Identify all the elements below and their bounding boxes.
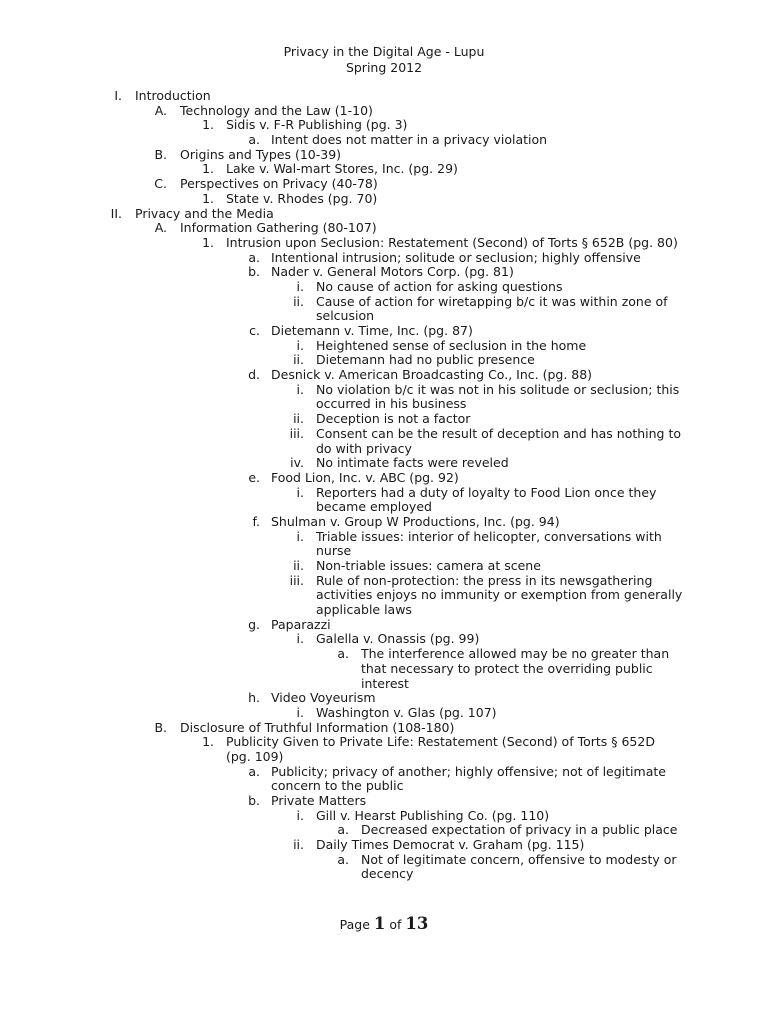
outline-text: applicable laws: [316, 602, 412, 618]
outline-item: [0, 618, 768, 633]
outline-text: Triable issues: interior of helicopter, conversations with: [316, 528, 662, 544]
outline-item: [0, 456, 768, 471]
outline-marker: i.: [296, 528, 304, 544]
outline-text: concern to the public: [271, 778, 404, 794]
outline-item: [0, 397, 768, 412]
outline-marker: i.: [296, 484, 304, 500]
outline-text: Desnick v. American Broadcasting Co., Inc. (pg. 88): [271, 367, 593, 383]
outline-text: The interference allowed may be no greater than: [361, 646, 670, 662]
outline-text: Disclosure of Truthful Information (108-180): [180, 719, 455, 735]
outline-marker: d.: [248, 367, 260, 383]
outline-text: Dietemann v. Time, Inc. (pg. 87): [271, 323, 473, 338]
outline-item: [0, 295, 768, 310]
outline-marker: A.: [154, 220, 167, 236]
outline-marker: II.: [110, 205, 122, 221]
outline-item: [0, 118, 768, 133]
document-title: Privacy in the Digital Age - Lupu: [283, 44, 485, 59]
outline-marker: a.: [337, 646, 349, 662]
outline-text: Nader v. General Motors Corp. (pg. 81): [271, 264, 514, 280]
outline-text: No cause of action for asking questions: [316, 278, 563, 294]
page-number: 1: [373, 914, 386, 933]
document-subtitle: Spring 2012: [345, 60, 423, 75]
outline-marker: ii.: [293, 411, 304, 427]
outline-text: Consent can be the result of deception and has nothing to: [316, 425, 682, 441]
outline-marker: i.: [296, 381, 304, 397]
outline-text: Gill v. Hearst Publishing Co. (pg. 110): [316, 807, 550, 823]
outline-text: Food Lion, Inc. v. ABC (pg. 92): [271, 469, 459, 485]
outline-text: Publicity Given to Private Life: Restatement (Second) of Torts § 652D: [226, 734, 655, 750]
outline-text: Washington v. Glas (pg. 107): [316, 704, 497, 720]
outline-item: [0, 280, 768, 295]
outline-marker: a.: [248, 249, 260, 265]
outline-item: [0, 853, 768, 868]
outline-marker: iii.: [289, 572, 304, 588]
outline-text: do with privacy: [316, 440, 412, 456]
outline-item: [0, 515, 768, 530]
outline-text: decency: [361, 866, 414, 882]
outline-item: [0, 251, 768, 266]
outline-item: [0, 486, 768, 501]
outline-item: [0, 383, 768, 398]
outline-text: Video Voyeurism: [271, 690, 376, 706]
outline-text: Intrusion upon Seclusion: Restatement (Second) of Torts § 652B (pg. 80): [226, 234, 678, 250]
outline-text: Cause of action for wiretapping b/c it was within zone of: [316, 293, 668, 309]
outline-text: Intent does not matter in a privacy violation: [271, 132, 548, 148]
outline-marker: ii.: [293, 352, 304, 368]
outline-text: selcusion: [316, 308, 375, 324]
outline-marker: i.: [296, 807, 304, 823]
outline-marker: a.: [248, 763, 260, 779]
outline-item: [0, 603, 768, 618]
outline-text: Heightened sense of seclusion in the home: [316, 337, 587, 353]
outline-text: Information Gathering (80-107): [180, 220, 377, 236]
of-label: of: [389, 917, 402, 932]
outline-text: nurse: [316, 543, 352, 559]
outline-marker: i.: [296, 631, 304, 647]
outline-text: interest: [361, 675, 409, 691]
outline-marker: h.: [248, 690, 260, 706]
page-label: Page: [339, 917, 370, 932]
outline-marker: 1.: [202, 190, 214, 206]
outline-item: [0, 353, 768, 368]
outline-marker: 1.: [202, 117, 214, 133]
outline-marker: iii.: [289, 425, 304, 441]
outline-item: [0, 221, 768, 236]
outline-text: activities enjoys no immunity or exemption from generally: [316, 587, 683, 603]
outline-item: [0, 442, 768, 457]
outline-marker: B.: [154, 719, 167, 735]
outline-text: Privacy and the Media: [135, 205, 274, 221]
outline-marker: 1.: [202, 161, 214, 177]
outline-item: [0, 721, 768, 736]
outline-item: [0, 794, 768, 809]
outline-item: [0, 192, 768, 207]
outline-item: [0, 339, 768, 354]
outline-item: [0, 104, 768, 119]
outline-item: [0, 236, 768, 251]
outline-text: Introduction: [135, 88, 211, 103]
outline-text: Technology and the Law (1-10): [180, 102, 373, 118]
outline-marker: a.: [337, 851, 349, 867]
outline-item: [0, 706, 768, 721]
outline-text: Not of legitimate concern, offensive to modesty or: [361, 851, 677, 867]
outline-marker: b.: [248, 793, 260, 808]
outline-item: [0, 177, 768, 192]
outline-text: became employed: [316, 499, 432, 515]
outline-text: Rule of non-protection: the press in its newsgathering: [316, 572, 653, 588]
outline-item: [0, 500, 768, 515]
outline-text: Dietemann had no public presence: [316, 352, 535, 368]
outline-text: Perspectives on Privacy (40-78): [180, 176, 378, 192]
outline-item: [0, 765, 768, 780]
outline-text: that necessary to protect the overriding public: [361, 660, 653, 676]
outline-item: [0, 750, 768, 765]
outline-item: [0, 677, 768, 692]
outline-text: Shulman v. Group W Productions, Inc. (pg. 94): [271, 513, 560, 529]
outline-item: [0, 471, 768, 486]
outline-marker: i.: [296, 337, 304, 353]
outline-marker: C.: [154, 176, 167, 192]
outline-marker: I.: [114, 88, 122, 103]
outline-text: Reporters had a duty of loyalty to Food Lion once they: [316, 484, 657, 500]
outline-text: Origins and Types (10-39): [180, 146, 342, 162]
outline-text: Intentional intrusion; solitude or seclusion; highly offensive: [271, 249, 641, 265]
outline-item: [0, 265, 768, 280]
outline-item: [0, 324, 768, 339]
outline-marker: g.: [248, 616, 260, 632]
outline-item: [0, 544, 768, 559]
outline-text: occurred in his business: [316, 396, 467, 412]
page-footer: [0, 913, 768, 936]
outline-text: Non-triable issues: camera at scene: [316, 558, 541, 573]
outline-item: [0, 588, 768, 603]
outline-item: [0, 309, 768, 324]
outline-text: Galella v. Onassis (pg. 99): [316, 631, 480, 647]
outline-text: Decreased expectation of privacy in a public place: [361, 822, 678, 838]
outline-text: No violation b/c it was not in his solitude or seclusion; this: [316, 381, 680, 397]
outline-text: State v. Rhodes (pg. 70): [226, 190, 378, 206]
outline-item: [0, 823, 768, 838]
outline-item: [0, 867, 768, 882]
outline-item: [0, 427, 768, 442]
outline-text: Publicity; privacy of another; highly offensive; not of legitimate: [271, 763, 666, 779]
outline-marker: e.: [248, 469, 260, 485]
outline-item: [0, 809, 768, 824]
outline-item: [0, 647, 768, 662]
outline-marker: ii.: [293, 558, 304, 573]
outline-item: [0, 574, 768, 589]
outline-item: [0, 530, 768, 545]
outline-text: Lake v. Wal-mart Stores, Inc. (pg. 29): [226, 161, 458, 177]
outline-text: Daily Times Democrat v. Graham (pg. 115): [316, 837, 585, 853]
outline-item: [0, 735, 768, 750]
outline-marker: 1.: [202, 734, 214, 750]
outline-text: (pg. 109): [226, 748, 284, 764]
outline-marker: i.: [296, 278, 304, 294]
outline-marker: 1.: [202, 234, 214, 250]
outline-item: [0, 691, 768, 706]
outline-marker: i.: [296, 704, 304, 720]
outline-marker: f.: [252, 513, 260, 529]
outline-marker: iv.: [290, 455, 304, 471]
outline-text: Deception is not a factor: [316, 411, 471, 427]
outline-item: [0, 368, 768, 383]
outline-marker: B.: [154, 146, 167, 162]
outline-item: [0, 662, 768, 677]
outline-text: Private Matters: [271, 793, 367, 808]
outline-item: [0, 412, 768, 427]
outline-marker: a.: [337, 822, 349, 838]
outline-item: [0, 632, 768, 647]
outline-marker: b.: [248, 264, 260, 280]
outline-item: [0, 89, 768, 104]
outline-marker: c.: [249, 323, 260, 338]
outline-item: [0, 838, 768, 853]
outline-marker: ii.: [293, 293, 304, 309]
outline-text: Sidis v. F-R Publishing (pg. 3): [226, 117, 408, 133]
outline-text: No intimate facts were reveled: [316, 455, 509, 471]
page-total: 13: [405, 914, 429, 933]
outline-item: [0, 207, 768, 222]
outline-marker: a.: [248, 132, 260, 148]
outline-item: [0, 148, 768, 163]
outline-item: [0, 133, 768, 148]
outline-item: [0, 559, 768, 574]
outline-marker: A.: [154, 102, 167, 118]
outline: [0, 89, 768, 882]
outline-marker: ii.: [293, 837, 304, 853]
outline-item: [0, 779, 768, 794]
outline-item: [0, 162, 768, 177]
outline-text: Paparazzi: [271, 616, 331, 632]
